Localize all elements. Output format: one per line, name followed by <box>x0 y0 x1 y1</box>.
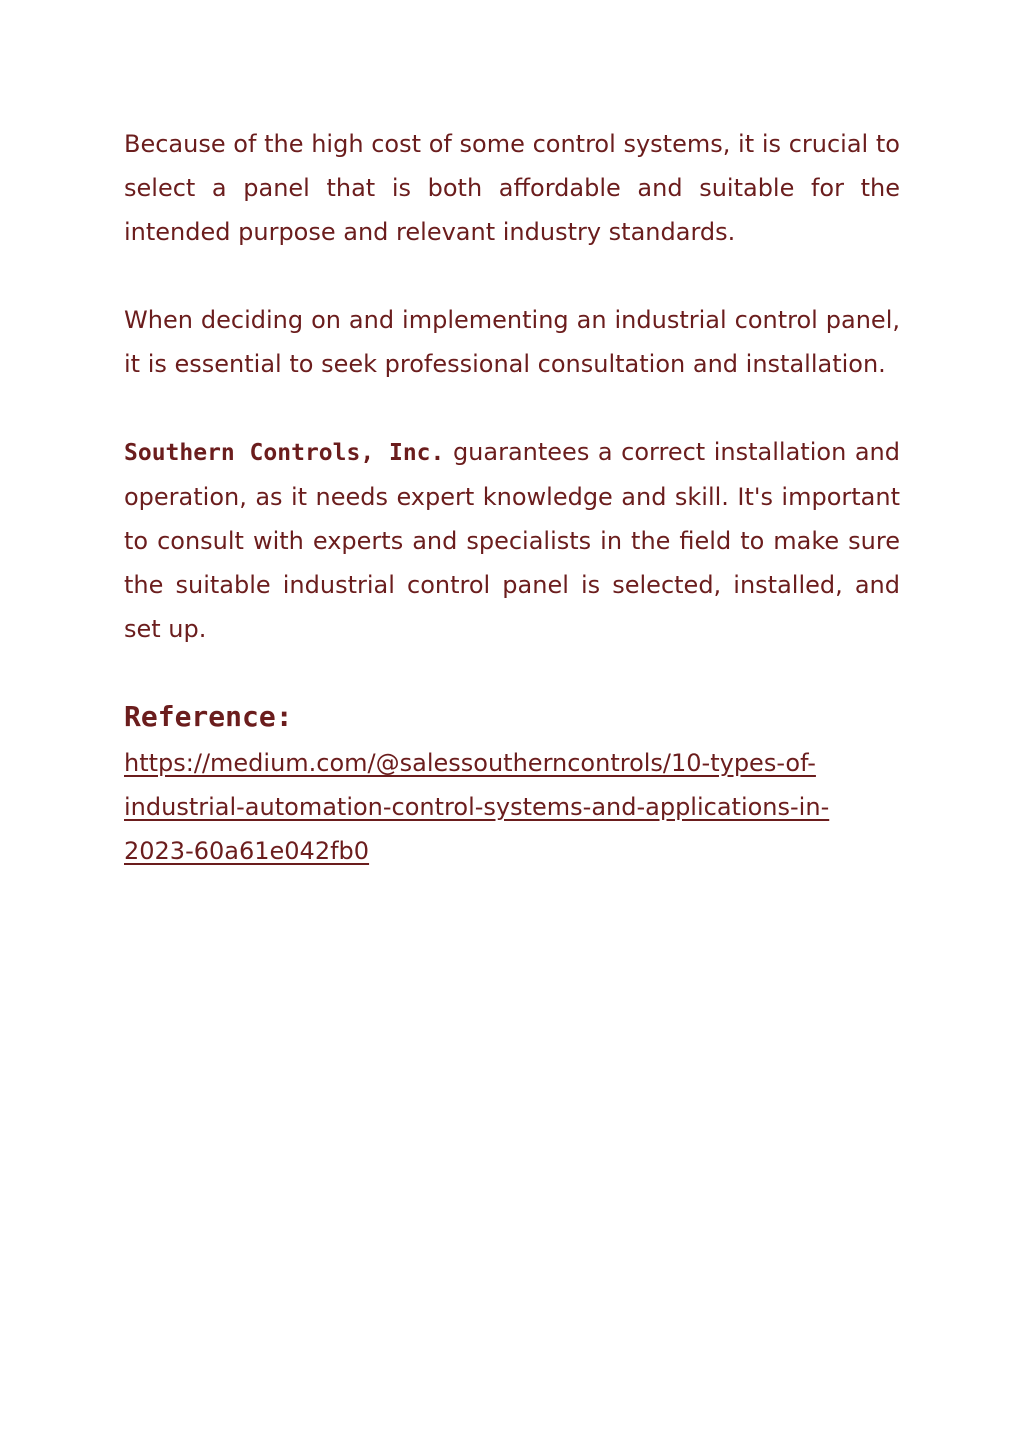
reference-heading: Reference: <box>124 700 293 733</box>
reference-link-line-3: 2023-60a61e042fb0 <box>124 837 370 865</box>
paragraph-southern-controls <box>124 430 900 651</box>
company-name: Southern Controls, Inc. <box>124 440 445 466</box>
paragraph-southern-controls-text: guarantees a correct installation and operation, as it needs expert knowledge and skill. It's important to consult with experts and specialists in the field to make sure the suitable industrial control panel is selected, installed, and set up. <box>124 438 900 643</box>
paragraph-cost: Because of the high cost of some control systems, it is crucial to select a panel that is both affordable and suitable for the intended purpose and relevant industry standards. <box>124 130 900 246</box>
document-page <box>124 122 900 873</box>
reference-link-line-1: https://medium.com/@salessoutherncontrols/10-types-of- <box>124 749 816 777</box>
reference-link-line-2: industrial-automation-control-systems-and-applications-in- <box>124 793 830 821</box>
paragraph-consultation: When deciding on and implementing an industrial control panel, it is essential to seek professional consultation and installation. <box>124 306 900 378</box>
reference-link[interactable] <box>124 741 900 873</box>
